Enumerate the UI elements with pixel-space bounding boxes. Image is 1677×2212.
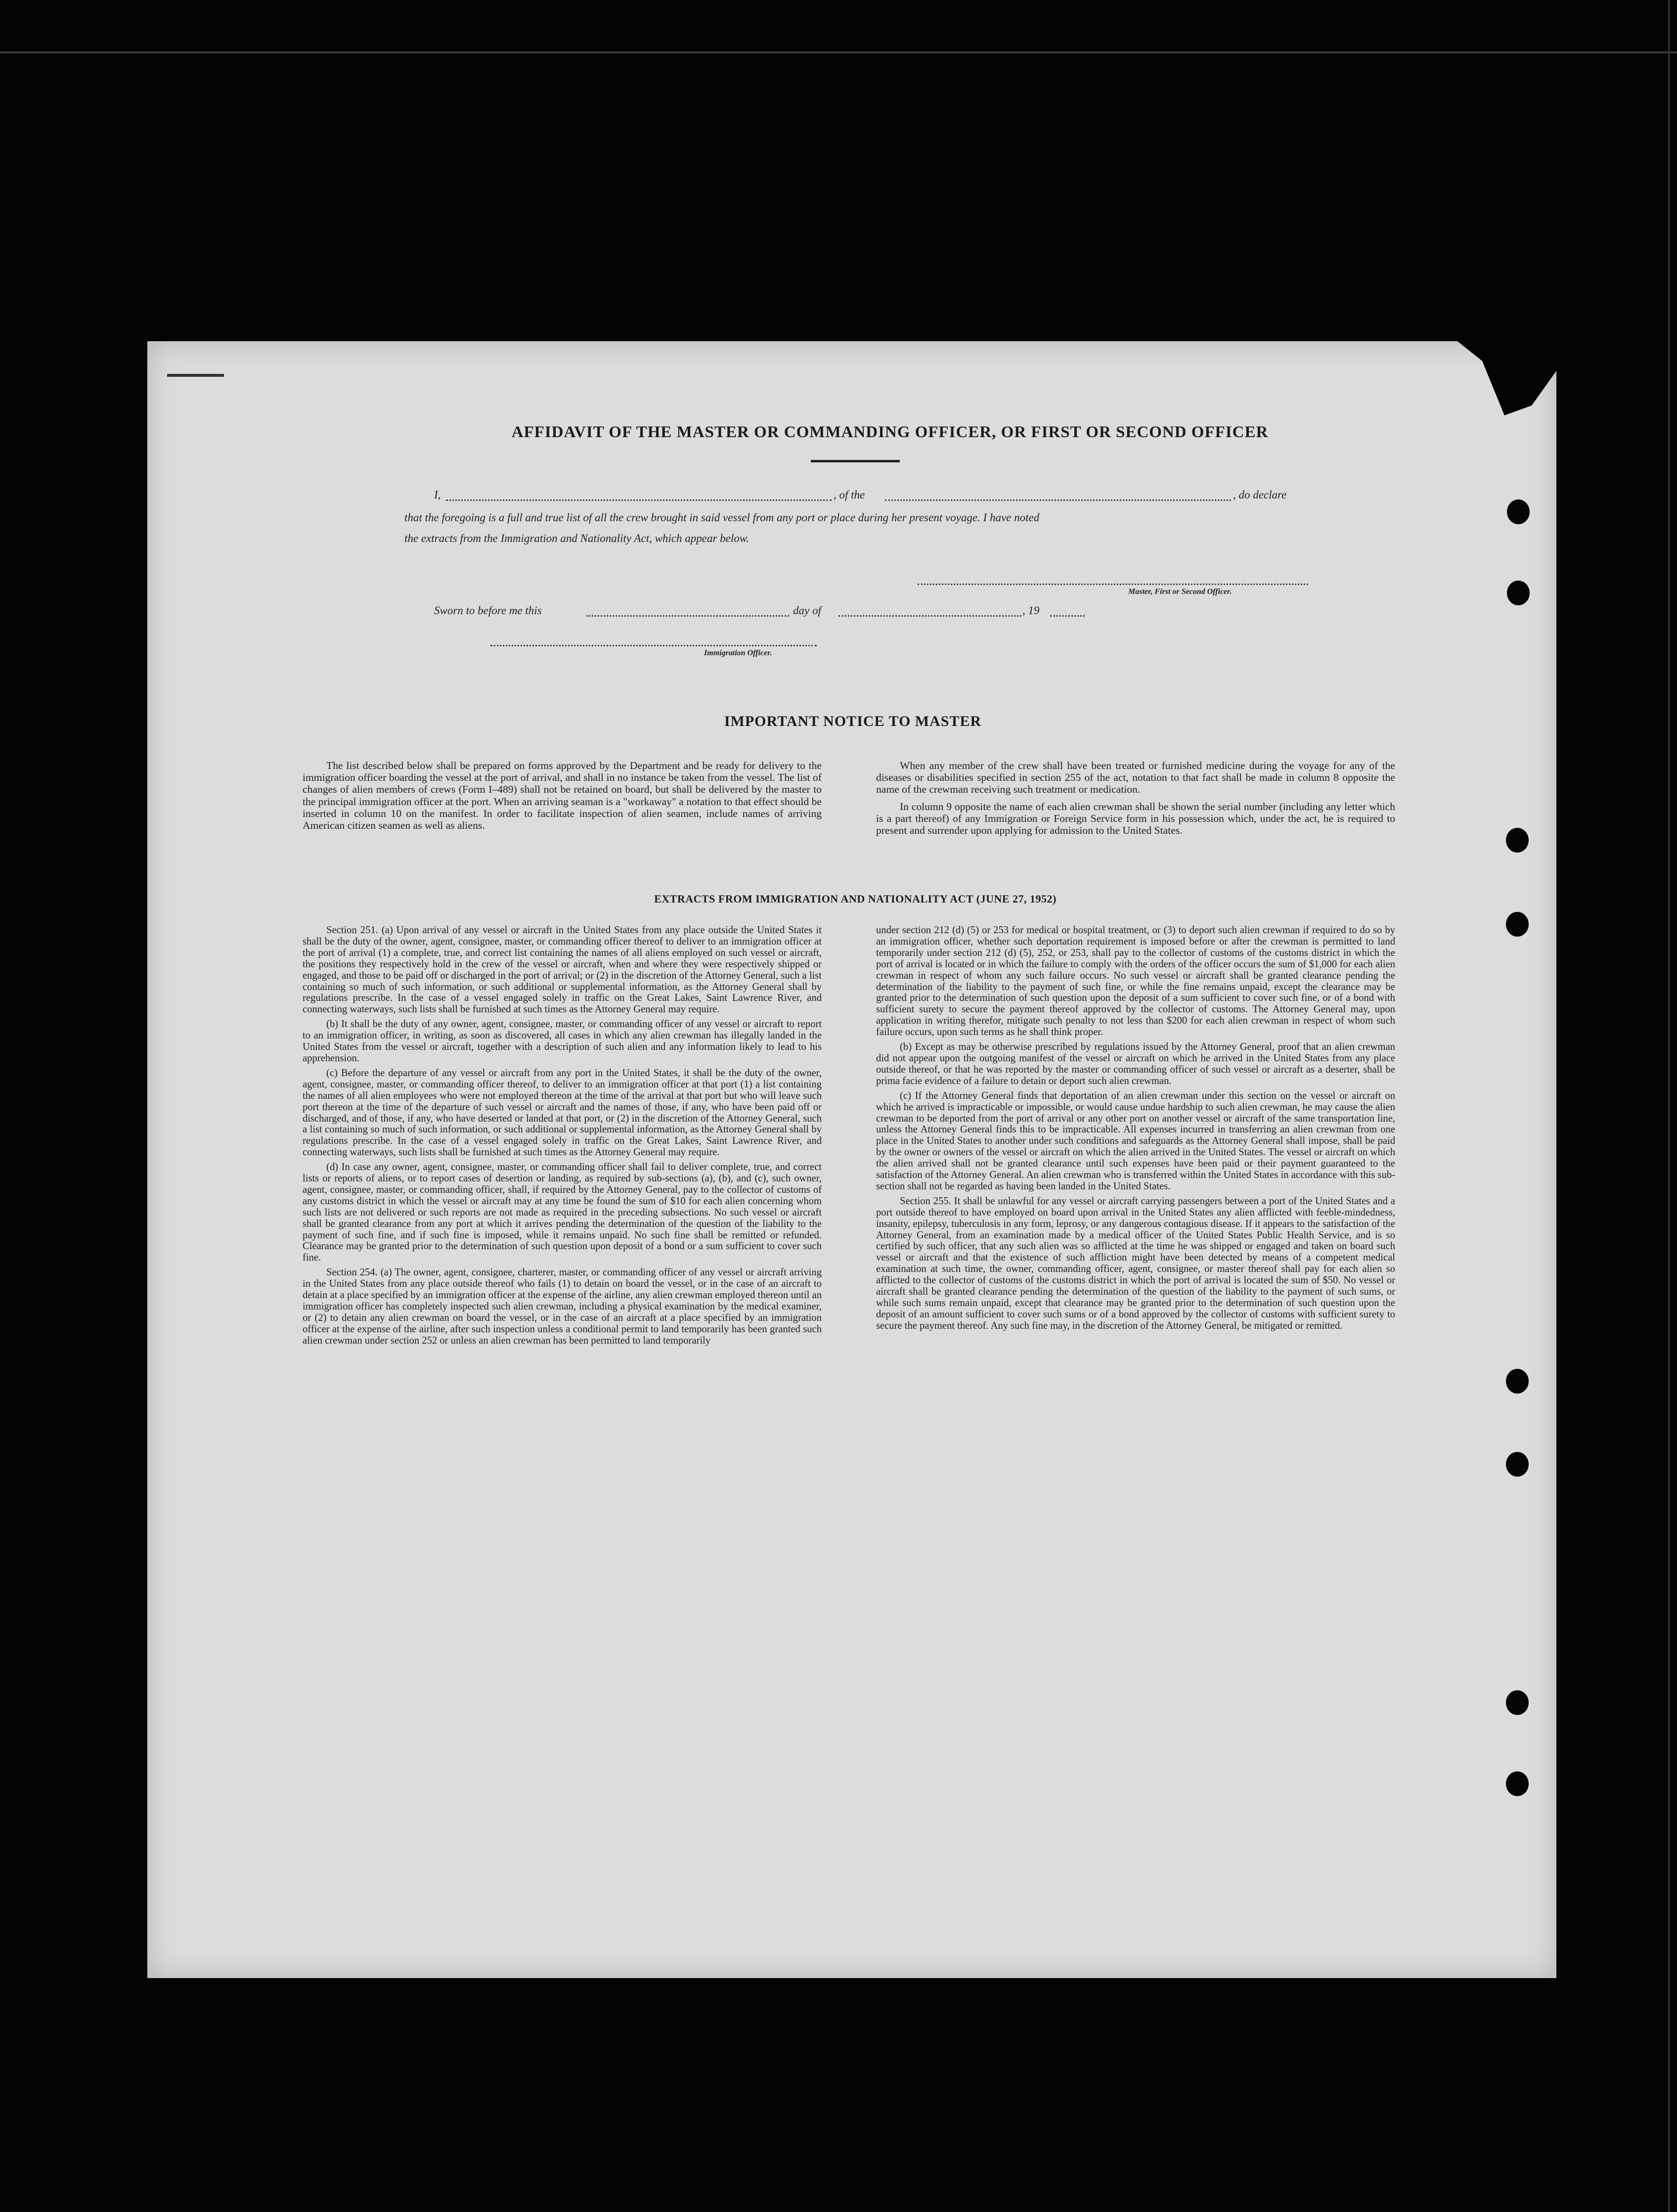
sworn-year-blank[interactable]	[1050, 615, 1085, 617]
punch-hole-icon	[1506, 828, 1529, 853]
affidavit-line1-suffix: , do declare	[1233, 489, 1287, 501]
officer-signature-blank[interactable]	[490, 645, 817, 646]
extract-paragraph: Section 251. (a) Upon arrival of any vessel or aircraft in the United States from any place outside the United States it shall be the duty of the owner, agent, consignee, master, or commanding officer thereof to deliver to an immigration officer at the port of arrival (1) a complete, true, and correct list containing the names of all aliens employed on such vessel or aircraft, the positions they respectively hold in the crew of the vessel or aircraft, when and where they were respectively shipped or engaged, and those to be paid off or discharged in the port of arrival; or (2) in the discretion of the Attorney General, such a list containing so much of such information, or such additional or supplemental information, as the Attorney General shall by regulations prescribe. In the case of a vessel engaged solely in traffic on the Great Lakes, Saint Lawrence River, and connecting waterways, such lists shall be furnished at such times as the Attorney General may require.	[303, 925, 822, 1015]
punch-hole-icon	[1507, 499, 1530, 524]
extract-paragraph: (b) Except as may be otherwise prescribed by regulations issued by the Attorney General, proof that an alien crewman did not appear upon the outgoing manifest of the vessel or aircraft on which he arrived in the United States from any place outside thereof, or that he was reported by the master or commanding officer of such vessel or aircraft as a deserter, shall be prima facie evidence of a failure to detain or deport such alien crewman.	[876, 1041, 1395, 1086]
punch-hole-icon	[1506, 1690, 1529, 1715]
affidavit-line1-prefix: I,	[434, 489, 441, 501]
extracts-title: EXTRACTS FROM IMMIGRATION AND NATIONALITY ACT (JUNE 27, 1952)	[654, 893, 1057, 905]
extract-paragraph: (c) If the Attorney General finds that deportation of an alien crewman under this section on the vessel or aircraft on which he arrived is impracticable or impossible, or would cause undue hardship to such alien crewman, he may cause the alien crewman to be deported from the port of arrival or any other port on another vessel or aircraft of the same transportation line, unless the Attorney General finds this to be impracticable. All expenses incurred in transferring an alien crewman from one place in the United States to another under such conditions and safeguards as the Attorney General shall impose, shall be paid by the owner or owners of the vessel or aircraft on which the alien arrived in the United States. The vessel or aircraft on which the alien arrived shall not be granted clearance until such expenses have been paid or their payment guaranteed to the satisfaction of the Attorney General. An alien crewman who is transferred within the United States in accordance with this sub-section shall not be regarded as having been landed in the United States.	[876, 1090, 1395, 1192]
extracts-right-column	[876, 925, 1395, 1756]
name-blank[interactable]	[446, 499, 832, 501]
signature-label: Master, First or Second Officer.	[1128, 587, 1232, 596]
notice-paragraph: The list described below shall be prepared on forms approved by the Department and be ready for delivery to the immigration officer boarding the vessel at the port of arrival, and shall in no instance be taken from the vessel. The list of changes of alien members of crews (Form I–489) shall not be retained on board, but shall be delivered by the master to the principal immigration officer at the port. When an arriving seaman is a "workaway" a notation to that effect should be inserted in column 10 on the manifest. In order to facilitate inspection of alien seamen, include names of arriving American citizen seamen as well as aliens.	[303, 760, 822, 832]
punch-hole-icon	[1507, 581, 1530, 605]
punch-hole-icon	[1506, 912, 1529, 937]
sworn-day-label: day of	[793, 604, 821, 617]
title-rule	[811, 460, 900, 462]
notice-right-column	[876, 760, 1395, 841]
extract-paragraph: (c) Before the departure of any vessel or aircraft from any port in the United States, it shall be the duty of the owner, agent, consignee, master, or commanding officer thereof, to deliver to an immigration officer at that port (1) a list containing the names of all alien employees who were not employed thereon at the time of the arrival at that port but who will leave such port thereon at the time of the departure of such vessel or aircraft and the names of those, if any, who have been paid off or discharged, and of those, if any, who have deserted or landed at that port, or (2) in the discretion of the Attorney General, such a list containing so much of such information, or such additional or supplemental information, as the Attorney General shall by regulations prescribe. In the case of a vessel engaged solely in traffic on the Great Lakes, Saint Lawrence River, and connecting waterways, such lists shall be furnished at such times as the Attorney General may require.	[303, 1067, 822, 1158]
notice-left-column	[303, 760, 822, 836]
officer-label: Immigration Officer.	[704, 649, 772, 657]
extract-paragraph: (d) In case any owner, agent, consignee, master, or commanding officer shall fail to deliver complete, true, and correct lists or reports of aliens, or to report cases of desertion or landing, as required by sub-sections (a), (b), and (c), such owner, agent, consignee, master, or commanding officer, shall, if required by the Attorney General, pay to the collector of customs of any customs district in which the vessel or aircraft may at any time be found the sum of $10 for each alien concerning whom such lists are not delivered or such reports are not made as required in the preceding subsections. No such vessel or aircraft shall be granted clearance from any port at which it arrives pending the determination of the question of the liability to the payment of such fine, and if such fine is imposed, while it remains unpaid. No such fine shall be remitted or refunded. Clearance may be granted prior to the determination of such question upon deposit of a bond or a sum sufficient to cover such fine.	[303, 1162, 822, 1264]
extract-paragraph: under section 212 (d) (5) or 253 for medical or hospital treatment, or (3) to deport such alien crewman if required to do so by an immigration officer, whether such deportation requirement is imposed before or after the crewman is permitted to land temporarily under section 212 (d) (5), 252, or 253, shall pay to the collector of customs of the customs district in which the port of arrival is located or in which the failure to comply with the orders of the officer occurs the sum of $1,000 for each alien crewman in respect of whom any such failure occurs. No such vessel or aircraft shall be granted clearance pending the determination of the liability to the payment of such fine, or while the fine remains unpaid, except the clearance may be granted prior to the determination of such question upon the deposit of a sum sufficient to cover such fine, or of a bond with sufficient surety to secure the payment thereof approved by the collector of customs. The Attorney General may, upon application in writing therefor, mitigate such penalty to not less than $200 for each alien crewman in respect of whom such failure occurs, upon such terms as he shall think proper.	[876, 925, 1395, 1038]
affidavit-line3: the extracts from the Immigration and Nationality Act, which appear below.	[404, 532, 750, 544]
notice-title: IMPORTANT NOTICE TO MASTER	[724, 713, 982, 729]
extract-paragraph: (b) It shall be the duty of any owner, agent, consignee, master, or commanding officer of any vessel or aircraft to report to an immigration officer, in writing, as soon as discovered, all cases in which any alien crewman has illegally landed in the United States from the vessel or aircraft, together with a description of such alien and any information likely to lead to his apprehension.	[303, 1019, 822, 1064]
signature-blank[interactable]	[918, 584, 1308, 585]
notice-paragraph: In column 9 opposite the name of each alien crewman shall be shown the serial number (including any letter which is a part thereof) of any Immigration or Foreign Service form in his possession which, under the act, he is required to present and surrender upon applying for admission to the United States.	[876, 800, 1395, 837]
notice-paragraph: When any member of the crew shall have been treated or furnished medicine during the voyage for any of the diseases or disabilities specified in section 255 of the act, notation to that fact shall be made in column 8 opposite the name of the crewman receiving such treatment or medication.	[876, 760, 1395, 796]
margin-mark	[167, 374, 224, 377]
extract-paragraph: Section 255. It shall be unlawful for any vessel or aircraft carrying passengers between a port of the United States and a port outside thereof to have employed on board upon arrival in the United States any alien afflicted with feeble-mindedness, insanity, epilepsy, tuberculosis in any form, leprosy, or any dangerous contagious disease. If it appears to the satisfaction of the Attorney General, from an examination made by a medical officer of the United States Public Health Service, and is so certified by such officer, that any such alien was so afflicted at the time he was shipped or engaged and taken on board such vessel or aircraft and that the existence of such affliction might have been detected by means of a competent medical examination at such time, the owner, commanding officer, agent, consignee, or master thereof shall pay for each alien so afflicted to the collector of customs of the customs district in which the port of arrival is located the sum of $50. No vessel or aircraft shall be granted clearance pending the determination of the question of the liability to the payment of such sums, or while such sums remain unpaid, except that clearance may be granted prior to the determination of such question upon the deposit of an amount sufficient to cover such sums or of a bond approved by the collector of customs with sufficient surety to secure the payment thereof. Any such fine may, in the discretion of the Attorney General, be mitigated or remitted.	[876, 1195, 1395, 1331]
sworn-month-blank[interactable]	[838, 615, 1021, 617]
vessel-blank[interactable]	[885, 499, 1231, 501]
sworn-day-blank[interactable]	[586, 615, 789, 617]
extracts-left-column	[303, 925, 822, 1756]
affidavit-title: AFFIDAVIT OF THE MASTER OR COMMANDING OFFICER, OR FIRST OR SECOND OFFICER	[511, 423, 1269, 441]
extract-paragraph: Section 254. (a) The owner, agent, consignee, charterer, master, or commanding officer of any vessel or aircraft arriving in the United States from any place outside thereof who fails (1) to detain on board the vessel, or in the case of an aircraft to detain at a place specified by an immigration officer at the expense of the airline, any alien crewman employed thereon until an immigration officer has completely inspected such alien crewman, including a physical examination by the medical examiner, or (2) to detain any alien crewman on board the vessel, or in the case of an aircraft at a place specified by an immigration officer at the expense of the airline, after such inspection unless a conditional permit to land temporarily has been granted such alien crewman under section 252 or unless an alien crewman has been permitted to land temporarily	[303, 1267, 822, 1346]
punch-hole-icon	[1506, 1369, 1529, 1394]
frame-edge-top	[0, 51, 1677, 53]
affidavit-line1-middle: , of the	[834, 489, 865, 501]
punch-hole-icon	[1506, 1771, 1529, 1796]
punch-hole-icon	[1506, 1452, 1529, 1477]
sworn-year-label: , 19	[1022, 604, 1040, 617]
frame-edge-right	[1668, 0, 1670, 2212]
sworn-prefix: Sworn to before me this	[434, 604, 542, 617]
affidavit-line2: that the foregoing is a full and true list of all the crew brought in said vessel from any port or place during her present voyage. I have noted	[404, 511, 1040, 524]
